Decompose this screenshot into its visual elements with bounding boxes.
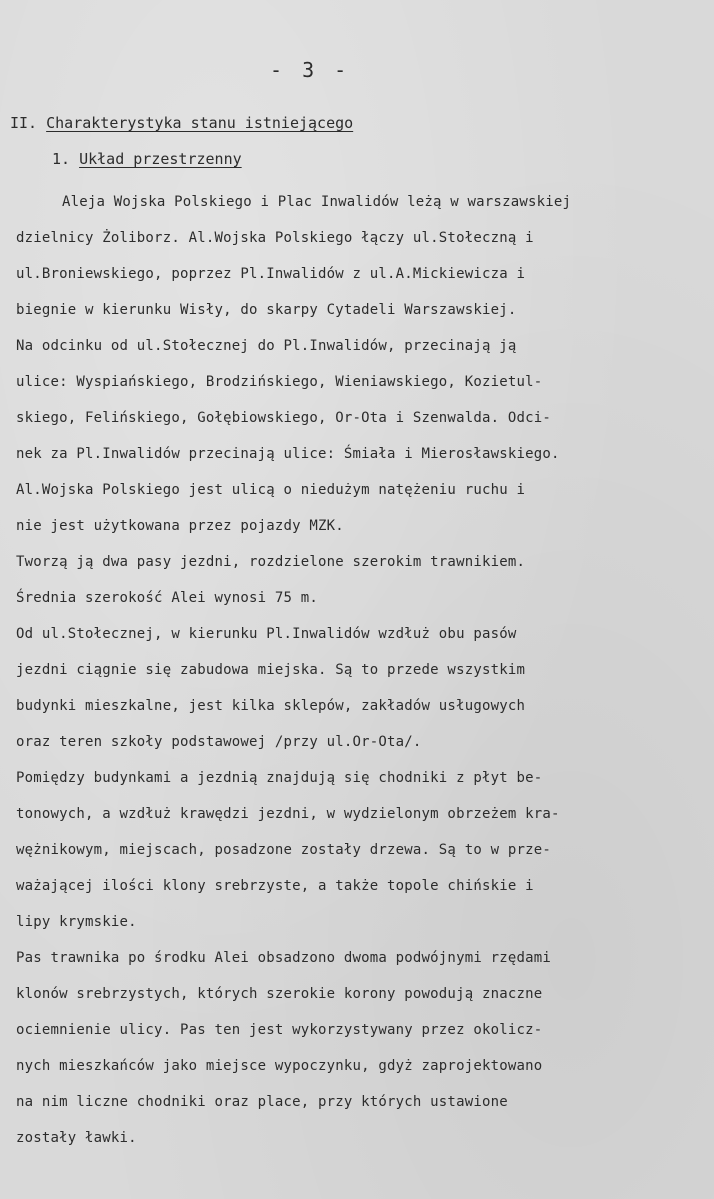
text-line: skiego, Felińskiego, Gołębiowskiego, Or-Ota i Szenwalda. Odci- (16, 410, 551, 426)
text-line: biegnie w kierunku Wisły, do skarpy Cytadeli Warszawskiej. (16, 302, 517, 318)
text-line: na nim liczne chodniki oraz place, przy których ustawione (16, 1094, 508, 1110)
text-line: nie jest użytkowana przez pojazdy MZK. (16, 518, 344, 534)
section-heading (10, 114, 353, 132)
text-line: Tworzą ją dwa pasy jezdni, rozdzielone szerokim trawnikiem. (16, 554, 526, 570)
subsection-heading (52, 150, 242, 168)
text-line: wężnikowym, miejscach, posadzone zostały drzewa. Są to w prze- (16, 842, 551, 858)
page-number: - 3 - (270, 58, 351, 82)
text-line: ociemnienie ulicy. Pas ten jest wykorzystywany przez okolicz- (16, 1022, 543, 1038)
text-line: ul.Broniewskiego, poprzez Pl.Inwalidów z ul.A.Mickiewicza i (16, 266, 526, 282)
text-line: jezdni ciągnie się zabudowa miejska. Są to przede wszystkim (16, 662, 526, 678)
text-line: Na odcinku od ul.Stołecznej do Pl.Inwalidów, przecinają ją (16, 338, 517, 354)
text-line: Pomiędzy budynkami a jezdnią znajdują się chodniki z płyt be- (16, 770, 543, 786)
text-line: nych mieszkańców jako miejsce wypoczynku, gdyż zaprojektowano (16, 1058, 543, 1074)
text-line: ważającej ilości klony srebrzyste, a także topole chińskie i (16, 878, 534, 894)
text-line: dzielnicy Żoliborz. Al.Wojska Polskiego łączy ul.Stołeczną i (16, 230, 534, 246)
subsection-title: Układ przestrzenny (79, 150, 242, 168)
subsection-number: 1. (52, 150, 71, 168)
text-line: Al.Wojska Polskiego jest ulicą o niedużym natężeniu ruchu i (16, 482, 526, 498)
text-line: tonowych, a wzdłuż krawędzi jezdni, w wydzielonym obrzeżem kra- (16, 806, 560, 822)
text-line: zostały ławki. (16, 1130, 137, 1146)
text-line: Pas trawnika po środku Alei obsadzono dwoma podwójnymi rzędami (16, 950, 551, 966)
text-line: Aleja Wojska Polskiego i Plac Inwalidów leżą w warszawskiej (62, 194, 572, 210)
text-line: oraz teren szkoły podstawowej /przy ul.Or-Ota/. (16, 734, 422, 750)
text-line: budynki mieszkalne, jest kilka sklepów, zakładów usługowych (16, 698, 526, 714)
section-number: II. (10, 114, 38, 132)
text-line: nek za Pl.Inwalidów przecinają ulice: Śmiała i Mierosławskiego. (16, 446, 560, 462)
text-line: Od ul.Stołecznej, w kierunku Pl.Inwalidów wzdłuż obu pasów (16, 626, 517, 642)
text-line: klonów srebrzystych, których szerokie korony powodują znaczne (16, 986, 543, 1002)
text-line: Średnia szerokość Alei wynosi 75 m. (16, 590, 319, 606)
text-line: lipy krymskie. (16, 914, 137, 930)
text-line: ulice: Wyspiańskiego, Brodzińskiego, Wieniawskiego, Kozietul- (16, 374, 543, 390)
section-title: Charakterystyka stanu istniejącego (46, 114, 354, 132)
